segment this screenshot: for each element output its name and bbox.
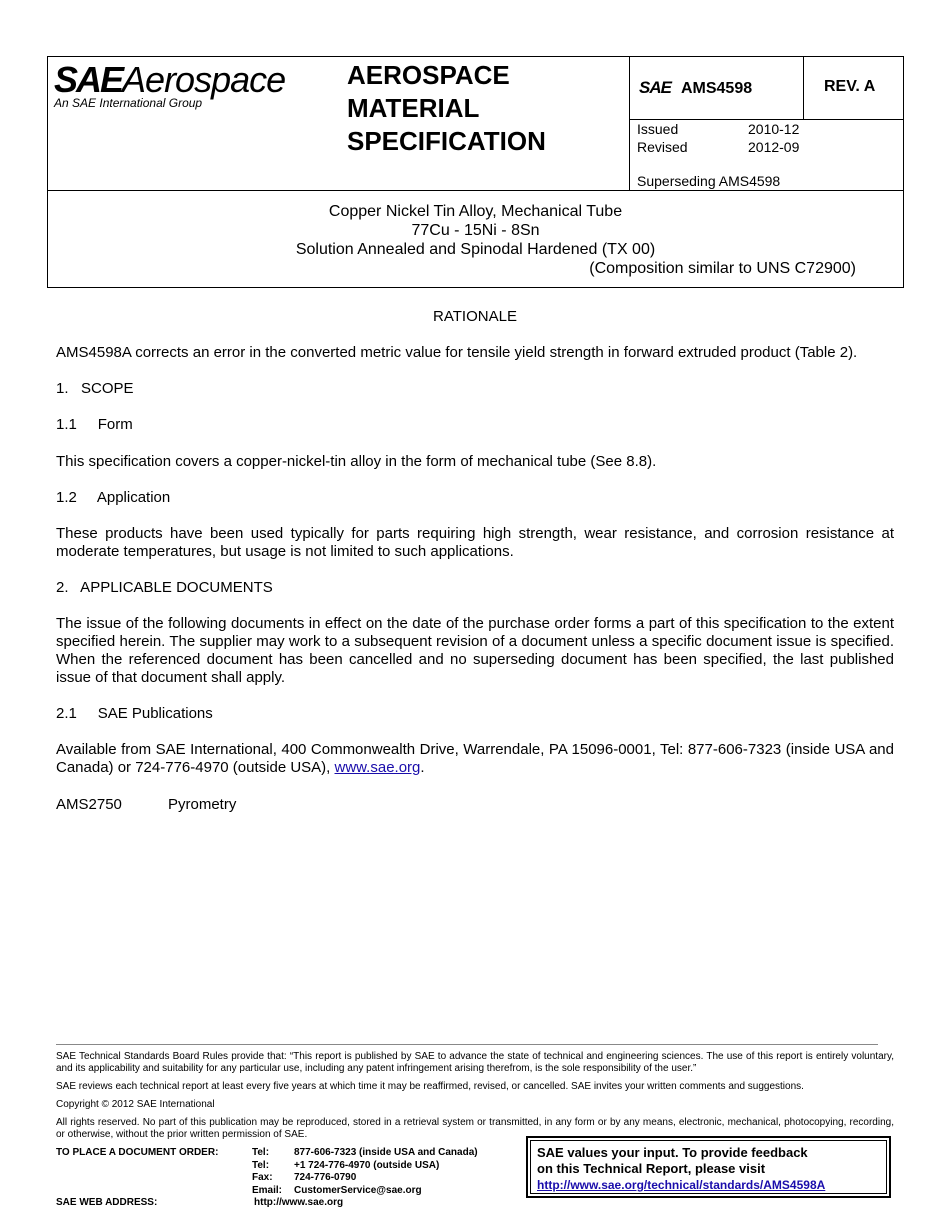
header-table	[47, 56, 904, 288]
paragraph	[56, 741, 894, 777]
feedback-box	[526, 1136, 891, 1198]
feedback-text: on this Technical Report, please visit	[537, 1161, 766, 1176]
section-heading: 1.1 Form	[56, 416, 133, 433]
divider	[48, 190, 903, 191]
doc-number-text: AMS4598	[680, 80, 753, 97]
sae-web-address[interactable]: http://www.sae.org	[254, 1197, 344, 1208]
rationale-heading: RATIONALE	[433, 308, 517, 325]
footer-rule	[56, 1044, 878, 1045]
reference-entry	[56, 796, 894, 814]
contact-key: Tel:	[252, 1159, 270, 1171]
revision: REV. A	[824, 78, 876, 95]
document-type-title	[347, 59, 546, 158]
logo-tagline: An SAE International Group	[54, 96, 203, 110]
logo-aerospace: Aerospace	[122, 59, 286, 100]
contact-key: Email:	[252, 1184, 283, 1196]
contact-value: 724-776-0790	[294, 1172, 357, 1183]
paragraph: This specification covers a copper-nickel-tin alloy in the form of mechanical tube (See 8.8).	[56, 453, 657, 470]
contact-key: Fax:	[252, 1172, 273, 1183]
issued-label: Issued	[637, 121, 679, 137]
subject-line: Solution Annealed and Spinodal Hardened (TX 00)	[295, 241, 656, 258]
superseding: Superseding AMS4598	[637, 173, 781, 189]
title-line: MATERIAL	[347, 93, 480, 123]
document-number	[639, 78, 752, 98]
reference-code: AMS2750	[56, 796, 122, 813]
contact-value: +1 724-776-4970 (outside USA)	[294, 1159, 440, 1171]
revised-label: Revised	[637, 139, 688, 155]
sae-address-text: Available from SAE International, 400 Commonwealth Drive, Warrendale, PA 15096-0001, Tel: 877-606-7323 (inside USA and Canada) or 724-776-4970 (outside USA),	[56, 741, 894, 776]
contact-value: 877-606-7323 (inside USA and Canada)	[294, 1147, 478, 1158]
section-heading: 1. SCOPE	[56, 380, 134, 397]
subject-block	[48, 202, 903, 278]
title-line: AEROSPACE	[347, 60, 510, 90]
standards-rules: SAE Technical Standards Board Rules provide that: “This report is published by SAE to advance the state of technical and engineering sciences. The use of this report is entirely voluntary, and its applicability and suitability for any particular use, including any patent infringement arising therefrom, is the sole responsibility of the user.”	[56, 1051, 894, 1074]
punctuation: .	[420, 759, 425, 776]
reference-title: Pyrometry	[168, 796, 237, 813]
contact-email[interactable]: CustomerService@sae.org	[294, 1184, 422, 1196]
composition-note: (Composition similar to UNS C72900)	[589, 260, 856, 277]
section-heading: 2.1 SAE Publications	[56, 705, 213, 722]
sae-website-link[interactable]: www.sae.org	[334, 759, 421, 776]
sae-mini-logo: SAE	[639, 78, 671, 97]
contact-list	[252, 1147, 478, 1210]
section-heading: 1.2 Application	[56, 489, 171, 506]
rationale-text: AMS4598A corrects an error in the converted metric value for tensile yield strength in forward extruded product (Table 2).	[56, 344, 858, 361]
revised-value: 2012-09	[748, 139, 800, 155]
web-label: SAE WEB ADDRESS:	[56, 1197, 158, 1208]
order-labels	[56, 1147, 246, 1211]
feedback-text: SAE values your input. To provide feedback	[537, 1145, 808, 1160]
logo-sae: SAE	[54, 59, 123, 100]
issued-value: 2010-12	[748, 121, 800, 137]
feedback-link[interactable]: http://www.sae.org/technical/standards/AMS4598A	[537, 1178, 826, 1192]
title-line: SPECIFICATION	[347, 126, 546, 156]
review-note: SAE reviews each technical report at least every five years at which time it may be reaffirmed, revised, or cancelled. SAE invites your written comments and suggestions.	[56, 1081, 804, 1092]
subject-line: Copper Nickel Tin Alloy, Mechanical Tube	[328, 203, 623, 220]
paragraph: The issue of the following documents in effect on the date of the purchase order forms a part of this specification to the extent specified herein. The supplier may work to a subsequent revision of a document unless a specific document issue is specified. When the referenced document has been cancelled and no superseding document has been specified, the last published issue of that document shall apply.	[56, 615, 894, 686]
section-heading: 2. APPLICABLE DOCUMENTS	[56, 579, 273, 596]
paragraph: These products have been used typically for parts requiring high strength, wear resistance, and corrosion resistance at moderate temperatures, but usage is not limited to such applications.	[56, 525, 894, 560]
order-label: TO PLACE A DOCUMENT ORDER:	[56, 1147, 219, 1158]
subject-line: 77Cu - 15Ni - 8Sn	[411, 222, 540, 239]
copyright: Copyright © 2012 SAE International	[56, 1099, 215, 1110]
divider	[803, 57, 804, 119]
sae-aerospace-logo	[54, 60, 285, 110]
dates-block	[637, 120, 799, 156]
rights-notice: All rights reserved. No part of this publication may be reproduced, stored in a retrieval system or transmitted, in any form or by any means, electronic, mechanical, photocopying, recording, or otherwise, without the prior written permission of SAE.	[56, 1117, 894, 1140]
divider	[629, 57, 630, 190]
contact-key: Tel:	[252, 1147, 270, 1158]
